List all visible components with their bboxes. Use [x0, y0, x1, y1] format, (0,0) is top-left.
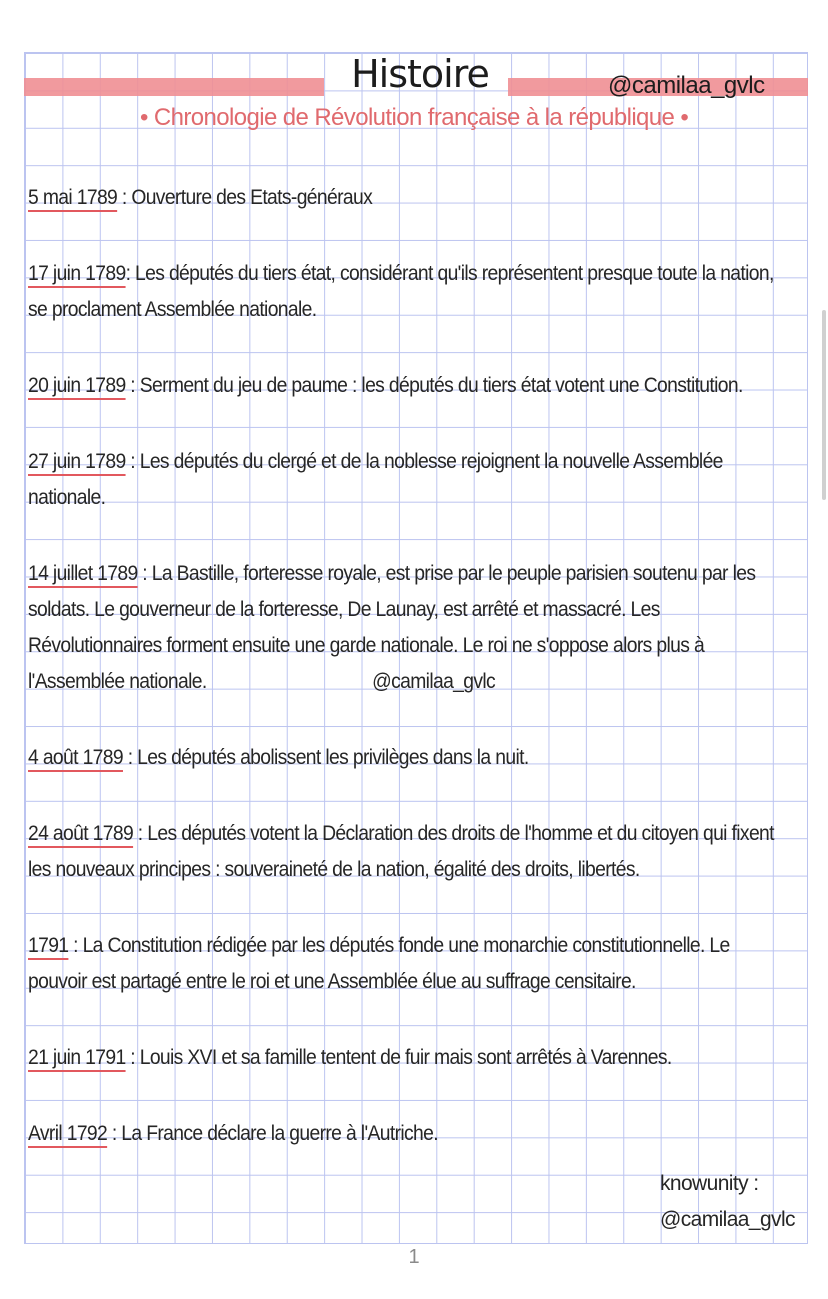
footer-author-handle: @camilaa_gvlc — [660, 1208, 795, 1231]
entry-date: 5 mai 1789 — [28, 186, 118, 209]
timeline-entry — [28, 444, 792, 516]
entry-date: 21 juin 1791 — [28, 1046, 126, 1069]
page-subtitle: • Chronologie de Révolution française à la république • — [140, 104, 689, 131]
entry-date: 14 juillet 1789 — [28, 562, 138, 585]
timeline-entry — [28, 256, 792, 328]
timeline-entry — [28, 368, 792, 404]
entry-date: 1791 — [28, 934, 69, 957]
timeline-entry — [28, 928, 792, 1000]
footer-platform-label: knowunity : — [660, 1172, 759, 1195]
timeline-entry — [28, 1116, 792, 1152]
entry-text: : Les députés votent la Déclaration des droits de l'homme et du citoyen qui fixent les nouveaux principes : souveraineté de la nation, égalité des droits, libertés. — [28, 822, 774, 881]
author-handle: @camilaa_gvlc — [608, 72, 765, 99]
page-number: 1 — [408, 1246, 420, 1268]
entry-text: : Serment du jeu de paume : les députés du tiers état votent une Constitution. — [125, 374, 743, 397]
timeline-entry — [28, 740, 792, 776]
page-title: Histoire — [351, 52, 489, 96]
scrollbar[interactable] — [822, 310, 826, 500]
entry-text: : Ouverture des Etats-généraux — [117, 186, 373, 209]
entry-text: : La Bastille, forteresse royale, est prise par le peuple parisien soutenu par les soldats. Le gouverneur de la forteresse, De Launay, est arrêté et massacré. Les Révolutionnaires forment ensuite une garde nationale. Le roi ne s'oppose alors plus à l'Assemblée nationale. — [28, 562, 756, 693]
entry-text: : Les députés du tiers état, considérant qu'ils représentent presque toute la nation, se proclament Assemblée nationale. — [28, 262, 774, 321]
entry-text: : La France déclare la guerre à l'Autriche. — [107, 1122, 438, 1145]
timeline-entry — [28, 1040, 792, 1076]
timeline — [28, 180, 798, 1152]
timeline-entry — [28, 556, 792, 700]
entry-text: : Louis XVI et sa famille tentent de fuir mais sont arrêtés à Varennes. — [125, 1046, 672, 1069]
timeline-entry — [28, 180, 792, 216]
timeline-entry — [28, 816, 792, 888]
inline-author-handle: @camilaa_gvlc — [372, 670, 496, 693]
entry-date: 27 juin 1789 — [28, 450, 126, 473]
entry-date: Avril 1792 — [28, 1122, 108, 1145]
entry-date: 4 août 1789 — [28, 746, 123, 769]
entry-text: : Les députés du clergé et de la noblesse rejoignent la nouvelle Assemblée nationale. — [28, 450, 723, 509]
entry-date: 24 août 1789 — [28, 822, 134, 845]
entry-date: 17 juin 1789 — [28, 262, 126, 285]
title-highlight-left — [24, 78, 324, 96]
entry-text: : Les députés abolissent les privilèges dans la nuit. — [122, 746, 529, 769]
entry-date: 20 juin 1789 — [28, 374, 126, 397]
entry-text: : La Constitution rédigée par les députés fonde une monarchie constitutionnelle. Le pouvoir est partagé entre le roi et une Assemblée élue au suffrage censitaire. — [28, 934, 730, 993]
